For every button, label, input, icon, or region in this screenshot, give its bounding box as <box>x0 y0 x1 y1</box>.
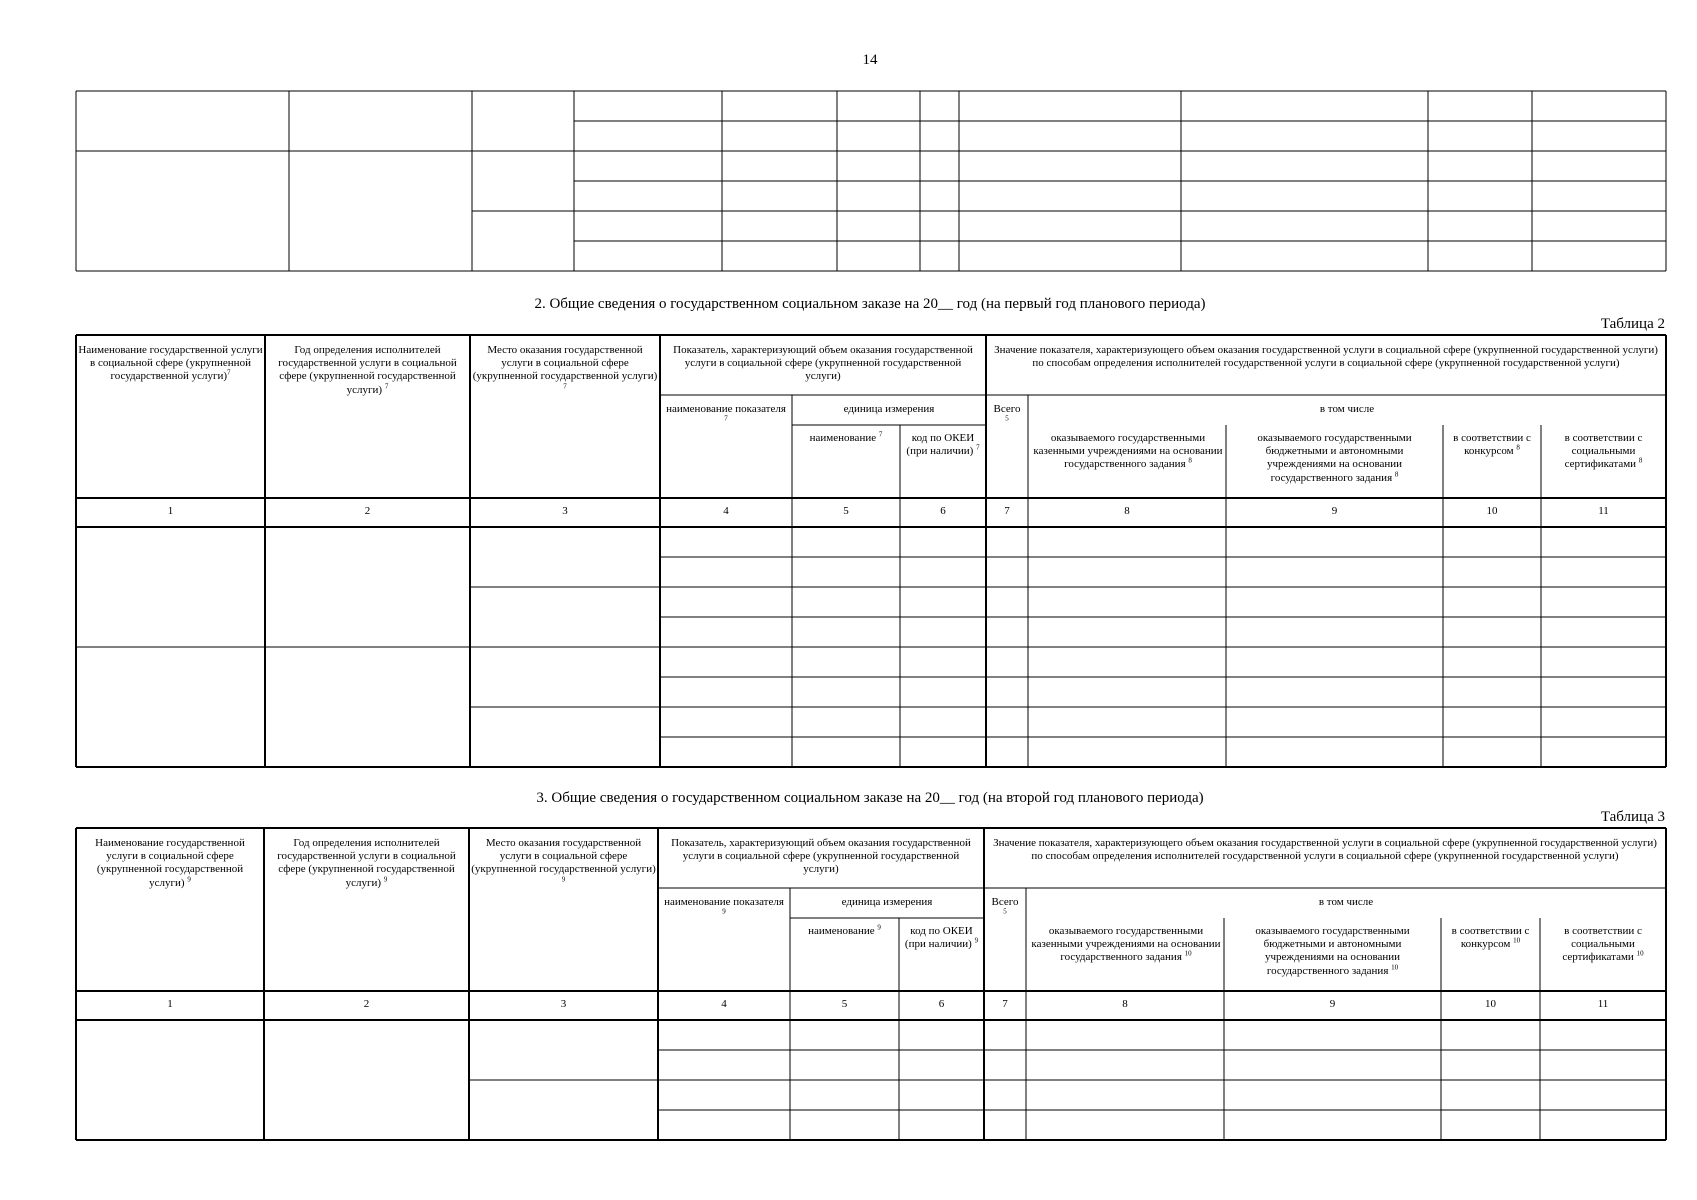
header-unit-name: наименование $^9$ <box>808 923 881 937</box>
column-number: 3 <box>562 505 568 517</box>
column-number: 1 <box>167 505 174 517</box>
column-number: 8 <box>1124 505 1130 517</box>
column-number: 7 <box>1002 998 1008 1010</box>
column-number: 3 <box>560 998 567 1010</box>
column-number: 11 <box>1598 505 1609 517</box>
header-value: Значение показателя, характеризующего объем оказания государственной услуги в социальной сфере (укрупненной государственной услуги) по способам определения исполнителей государственной услуги в социальной сфере (укрупненной государственной услуги) <box>993 837 1657 863</box>
header-unit: единица измерения <box>843 403 935 415</box>
header-budgetary: оказываемого государственными бюджетными и автономными учреждениями на основании государственного задания $^{10}$ <box>1255 925 1410 977</box>
header-place: Место оказания государственной услуги в социальной сфере (укрупненной государственной услуги) $^7$ <box>472 344 658 390</box>
header-year: Год определения исполнителей государственной услуги в социальной сфере (укрупненной государственной услуги) $^7$ <box>278 344 457 396</box>
header-certificates: в соответствии с социальными сертификатами $^8$ <box>1564 432 1643 471</box>
table-3-title: 3. Общие сведения о государственном социальном заказе на 20__ год (на второй год планового периода) <box>536 790 1204 806</box>
column-number: 10 <box>1485 998 1496 1010</box>
header-okei-code: код по ОКЕИ (при наличии) $^7$ <box>906 432 980 458</box>
header-including: в том числе <box>1319 403 1375 415</box>
header-unit: единица измерения <box>841 896 933 908</box>
column-number: 8 <box>1122 998 1128 1010</box>
header-competition: в соответствии с конкурсом $^8$ <box>1453 432 1531 458</box>
column-number: 2 <box>363 998 370 1010</box>
header-state-owned: оказываемого государственными казенными учреждениями на основании государственного задания $^{10}$ <box>1031 925 1221 964</box>
header-indicator-name: наименование показателя $^9$ <box>664 896 784 916</box>
header-unit-name: наименование $^7$ <box>809 430 883 444</box>
header-place: Место оказания государственной услуги в социальной сфере (укрупненной государственной услуги) $^9$ <box>471 837 656 883</box>
column-number: 4 <box>721 998 727 1010</box>
table-3-caption: Таблица 3 <box>1600 809 1665 825</box>
header-value: Значение показателя, характеризующего объем оказания государственной услуги в социальной сфере (укрупненной государственной услуги) по способам определения исполнителей государственной услуги в социальной сфере (укрупненной государственной услуги) <box>994 344 1658 370</box>
header-indicator: Показатель, характеризующий объем оказания государственной услуги в социальной сфере (укрупненной государственной услуги) <box>671 837 971 876</box>
header-year: Год определения исполнителей государственной услуги в социальной сфере (укрупненной государственной услуги) $^9$ <box>277 837 456 889</box>
header-service-name: Наименование государственной услуги в социальной сфере (укрупненной государственной услуги) $^9$ <box>95 837 245 889</box>
column-number: 6 <box>938 998 945 1010</box>
header-service-name: Наименование государственной услуги в социальной сфере (укрупненной государственной услуги)$^7$ <box>78 344 263 383</box>
column-number: 6 <box>940 505 946 517</box>
header-indicator-name: наименование показателя $^7$ <box>666 403 786 423</box>
column-number: 11 <box>1597 998 1609 1010</box>
header-competition: в соответствии с конкурсом $^{10}$ <box>1451 925 1530 951</box>
column-number: 5 <box>841 998 848 1010</box>
header-okei-code: код по ОКЕИ (при наличии) $^9$ <box>904 925 979 951</box>
header-total: Всего $^5$ <box>993 403 1021 423</box>
page-number: 14 <box>862 52 878 68</box>
column-number: 9 <box>1331 505 1338 517</box>
column-number: 7 <box>1004 505 1010 517</box>
column-number: 10 <box>1486 505 1498 517</box>
column-number: 1 <box>167 998 173 1010</box>
header-indicator: Показатель, характеризующий объем оказания государственной услуги в социальной сфере (укрупненной государственной услуги) <box>673 344 973 383</box>
header-certificates: в соответствии с социальными сертификатами $^{10}$ <box>1562 925 1644 964</box>
header-including: в том числе <box>1318 896 1374 908</box>
header-budgetary: оказываемого государственными бюджетными и автономными учреждениями на основании государственного задания $^8$ <box>1257 432 1412 484</box>
table-2-title: 2. Общие сведения о государственном социальном заказе на 20__ год (на первый год планового периода) <box>534 296 1206 312</box>
table-2-caption: Таблица 2 <box>1600 316 1665 332</box>
column-number: 5 <box>843 505 849 517</box>
header-total: Всего $^5$ <box>991 896 1019 916</box>
column-number: 2 <box>364 505 371 517</box>
column-number: 4 <box>723 505 729 517</box>
header-state-owned: оказываемого государственными казенными учреждениями на основании государственного задания $^8$ <box>1033 432 1223 471</box>
column-number: 9 <box>1329 998 1336 1010</box>
